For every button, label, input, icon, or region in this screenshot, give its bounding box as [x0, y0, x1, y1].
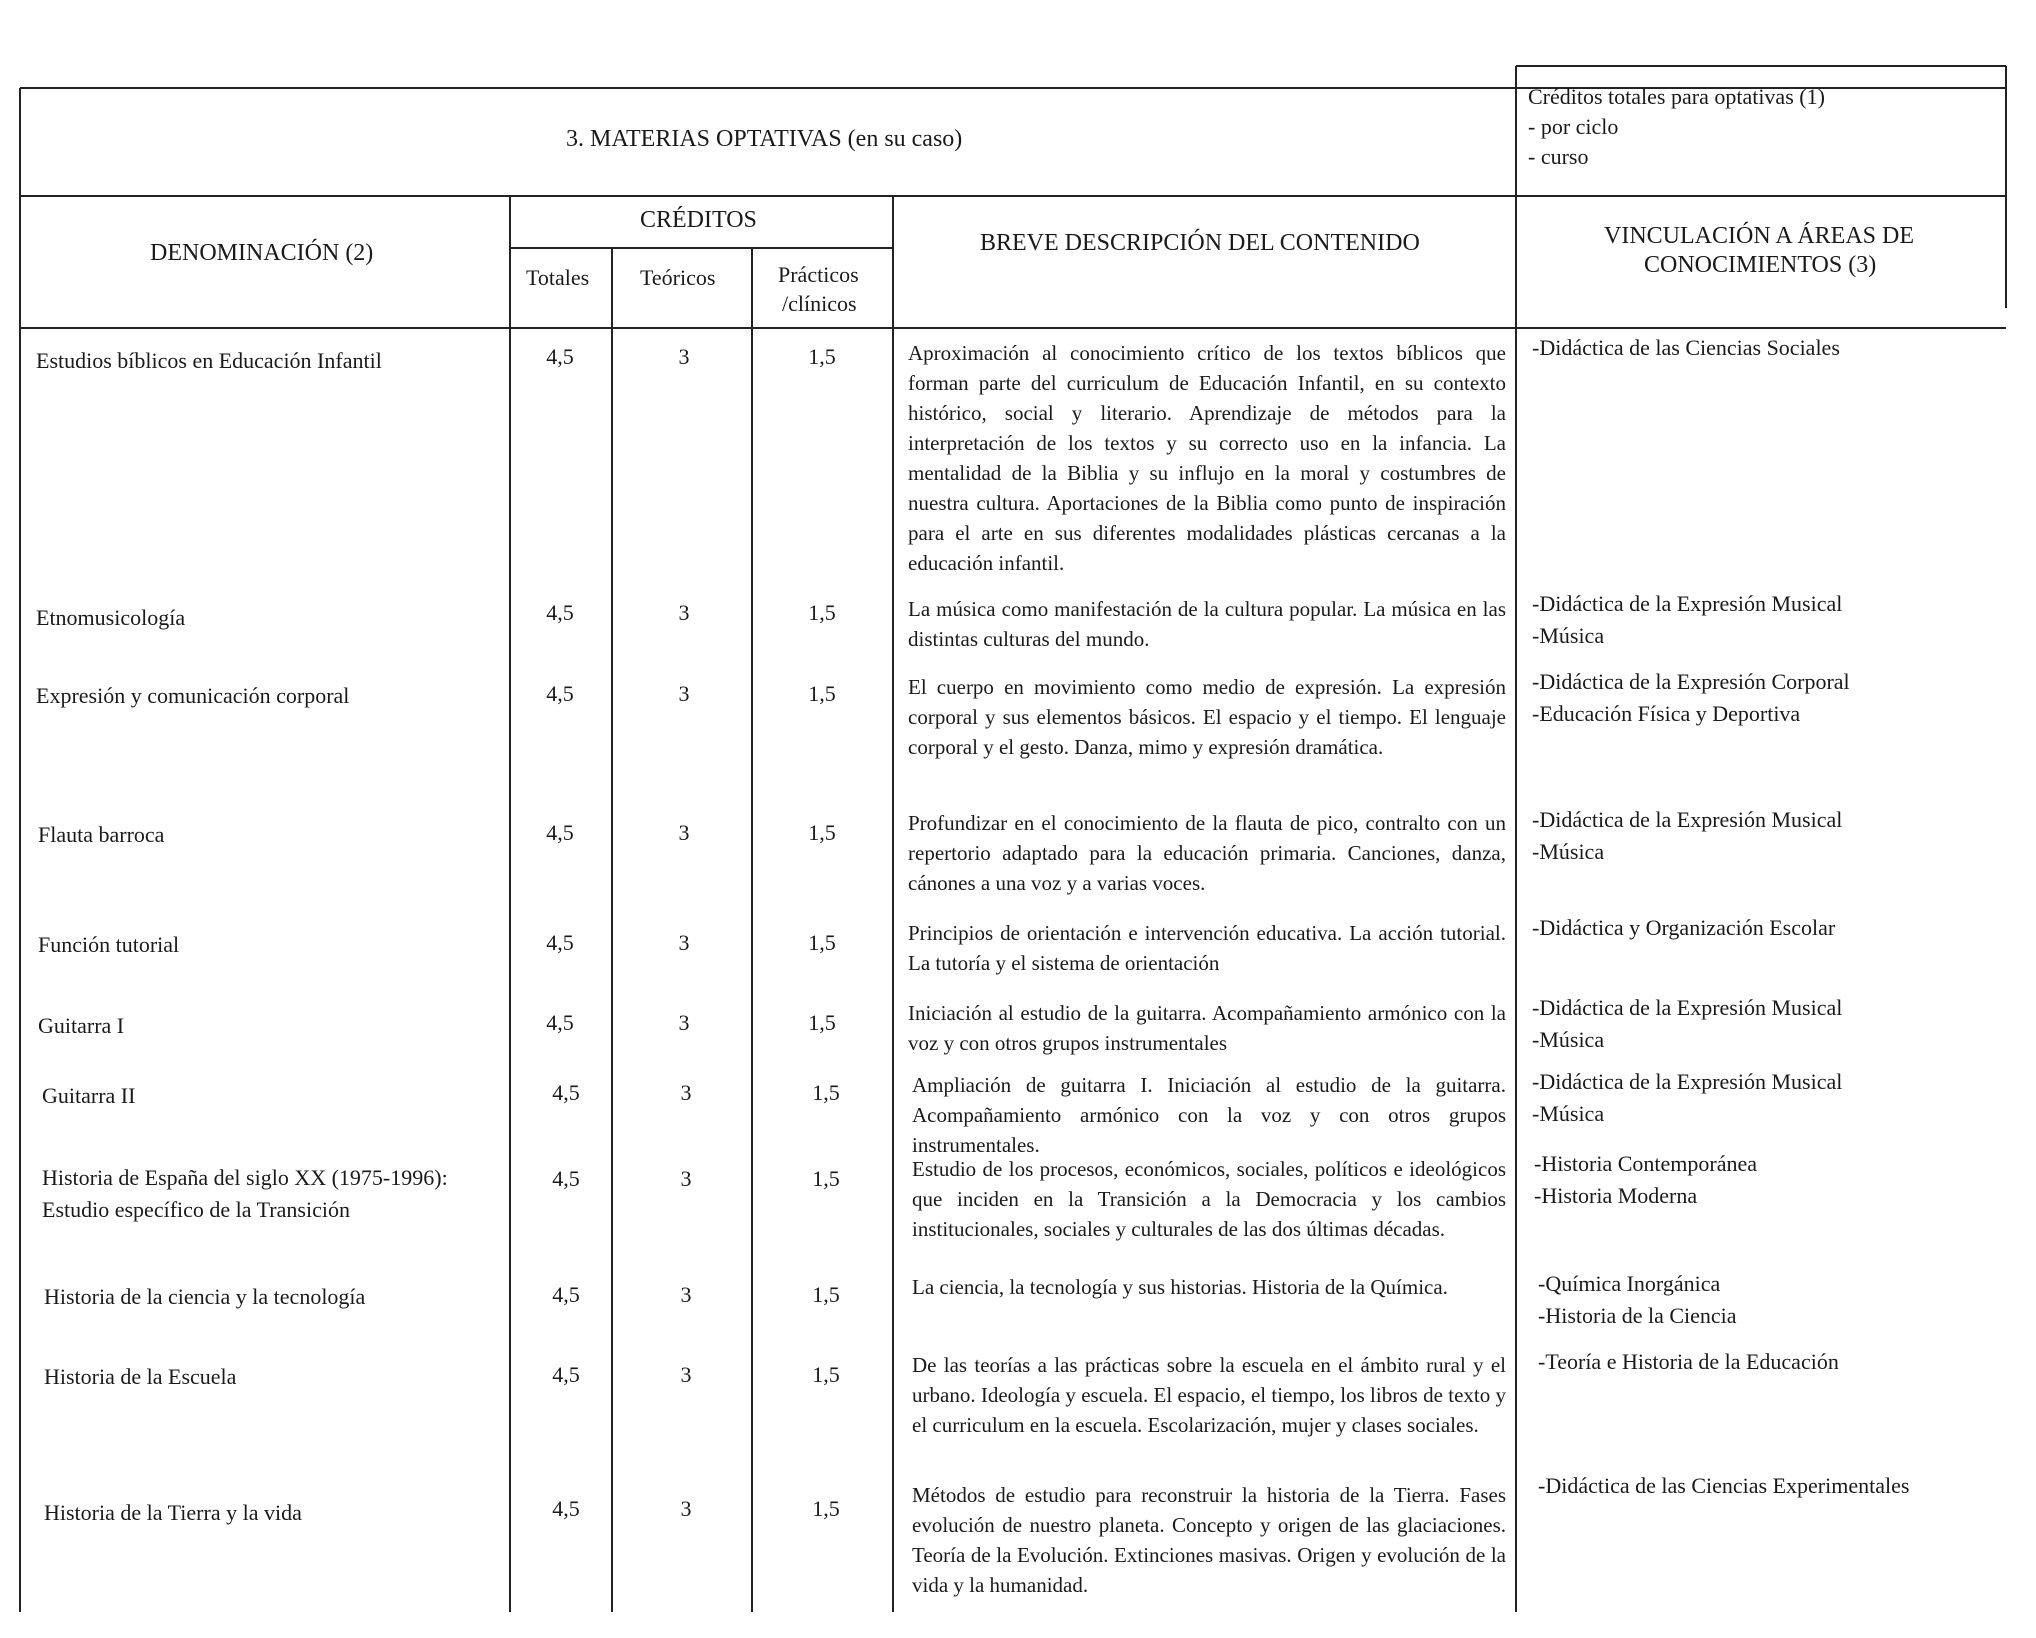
table-row-description: Profundizar en el conocimiento de la flauta de pico, contralto con un repertorio adaptado para la educación primaria. Canciones, danza, cánones a una voz y a varias voces. — [908, 811, 1506, 895]
column-header-practicos-line1: Prácticos — [778, 262, 859, 287]
column-header-teoricos: Teóricos — [640, 265, 716, 290]
table-row-areas: -Didáctica de la Expresión Musical -Música — [1532, 1069, 1843, 1126]
table-row-teoricos: 3 — [678, 344, 690, 369]
table-row-description: Principios de orientación e intervención educativa. La acción tutorial. La tutoría y el sistema de orientación — [908, 921, 1506, 975]
table-row-totales: 4,5 — [546, 930, 574, 955]
table-row-practicos: 1,5 — [808, 344, 836, 369]
table-row-practicos: 1,5 — [808, 600, 836, 625]
section-title: 3. MATERIAS OPTATIVAS (en su caso) — [566, 126, 963, 152]
table-row-areas: -Historia Contemporánea -Historia Moderna — [1534, 1151, 1757, 1208]
table-row-practicos: 1,5 — [812, 1166, 840, 1191]
column-header-vinculacion-line1: VINCULACIÓN A ÁREAS DE — [1604, 223, 1915, 249]
table-row-description: Aproximación al conocimiento crítico de los textos bíblicos que forman parte del curriculum de Educación Infantil, en su contexto histórico, social y literario. Aprendizaje de métodos para la interpretación de los textos y su correcto uso en la infancia. La mentalidad de la Biblia y su influjo en la moral y costumbres de nuestra cultura. Aportaciones de la Biblia como punto de inspiración para el arte en sus diferentes modalidades plásticas cercanas a la educación infantil. — [908, 341, 1506, 575]
table-row-practicos: 1,5 — [812, 1282, 840, 1307]
table-row-teoricos: 3 — [678, 681, 690, 706]
table-row-practicos: 1,5 — [812, 1362, 840, 1387]
table-row-teoricos: 3 — [680, 1362, 692, 1387]
column-header-vinculacion-line2: CONOCIMIENTOS (3) — [1644, 252, 1877, 278]
table-row-description: La ciencia, la tecnología y sus historias. Historia de la Química. — [912, 1275, 1448, 1299]
table-row-name: Estudios bíblicos en Educación Infantil — [36, 348, 382, 373]
table-row-description: Ampliación de guitarra I. Iniciación al estudio de la guitarra. Acompañamiento armónico con la voz y con otros grupos instrumentales. — [912, 1073, 1506, 1157]
table-row-name: Expresión y comunicación corporal — [36, 683, 350, 708]
table-row-areas: -Didáctica y Organización Escolar — [1532, 915, 1836, 940]
table-row-practicos: 1,5 — [808, 930, 836, 955]
column-header-descripcion: BREVE DESCRIPCIÓN DEL CONTENIDO — [980, 230, 1420, 256]
table-row-description: Métodos de estudio para reconstruir la historia de la Tierra. Fases evolución de nuestro planeta. Concepto y origen de las glaciaciones. Teoría de la Evolución. Extinciones masivas. Origen y evolución de la vida y la humanidad. — [912, 1483, 1506, 1597]
table-row-name: Etnomusicología — [36, 605, 186, 630]
table-row-areas: -Didáctica de las Ciencias Sociales — [1532, 335, 1840, 360]
table-row-teoricos: 3 — [678, 930, 690, 955]
table-row-name: Historia de la ciencia y la tecnología — [44, 1284, 366, 1309]
table-row-totales: 4,5 — [552, 1080, 580, 1105]
table-row-areas: -Didáctica de la Expresión Musical -Música — [1532, 591, 1843, 648]
table-row-description: El cuerpo en movimiento como medio de expresión. La expresión corporal y sus elementos básicos. El espacio y el tiempo. El lenguaje corporal y el gesto. Danza, mimo y expresión dramática. — [908, 675, 1506, 759]
table-row-totales: 4,5 — [546, 681, 574, 706]
table-row-teoricos: 3 — [678, 600, 690, 625]
column-header-denominacion: DENOMINACIÓN (2) — [150, 240, 374, 266]
table-row-totales: 4,5 — [546, 820, 574, 845]
table-row-description: Iniciación al estudio de la guitarra. Acompañamiento armónico con la voz y con otros grupos instrumentales — [908, 1001, 1506, 1055]
credits-note-line1: Créditos totales para optativas (1) — [1528, 84, 1825, 109]
table-row-teoricos: 3 — [680, 1166, 692, 1191]
table-row-areas: -Didáctica de las Ciencias Experimentales — [1538, 1473, 1910, 1498]
table-row-name: Historia de España del siglo XX (1975-1996): Estudio específico de la Transición — [42, 1165, 448, 1222]
table-row-description: Estudio de los procesos, económicos, sociales, políticos e ideológicos que inciden en la Transición a la Democracia y los cambios institucionales, sociales y culturales de las dos últimas décadas. — [912, 1157, 1506, 1241]
table-row-totales: 4,5 — [552, 1362, 580, 1387]
table-row-areas: -Didáctica de la Expresión Musical -Música — [1532, 807, 1843, 864]
column-header-practicos-line2: /clínicos — [782, 291, 857, 316]
table-row-teoricos: 3 — [678, 820, 690, 845]
table-row-totales: 4,5 — [546, 600, 574, 625]
table-row-name: Guitarra II — [42, 1083, 136, 1108]
table-row-practicos: 1,5 — [808, 1010, 836, 1035]
table-row-practicos: 1,5 — [808, 820, 836, 845]
table-row-areas: -Teoría e Historia de la Educación — [1538, 1349, 1839, 1374]
table-row-teoricos: 3 — [678, 1010, 690, 1035]
column-header-totales: Totales — [526, 265, 590, 290]
table-row-teoricos: 3 — [680, 1282, 692, 1307]
table-row-description: La música como manifestación de la cultura popular. La música en las distintas culturas del mundo. — [908, 597, 1506, 651]
table-row-totales: 4,5 — [546, 344, 574, 369]
table-row-name: Historia de la Escuela — [44, 1364, 237, 1389]
table-row-areas: -Didáctica de la Expresión Corporal -Educación Física y Deportiva — [1532, 669, 1850, 726]
table-row-name: Flauta barroca — [38, 822, 165, 847]
table-row-totales: 4,5 — [546, 1010, 574, 1035]
column-header-creditos: CRÉDITOS — [640, 207, 757, 233]
table-row-totales: 4,5 — [552, 1282, 580, 1307]
credits-note-line2: - por ciclo — [1528, 114, 1619, 139]
table-row-areas: -Química Inorgánica -Historia de la Ciencia — [1538, 1271, 1737, 1328]
credits-note-line3: - curso — [1528, 144, 1589, 169]
table-row-teoricos: 3 — [680, 1496, 692, 1521]
table-row-areas: -Didáctica de la Expresión Musical -Música — [1532, 995, 1843, 1052]
table-row-description: De las teorías a las prácticas sobre la escuela en el ámbito rural y el urbano. Ideología y escuela. El espacio, el tiempo, los libros de texto y el curriculum en la escuela. Escolarización, mujer y clases sociales. — [912, 1353, 1506, 1437]
table-row-totales: 4,5 — [552, 1496, 580, 1521]
table-row-teoricos: 3 — [680, 1080, 692, 1105]
table-row-practicos: 1,5 — [812, 1080, 840, 1105]
table-row-name: Función tutorial — [38, 932, 180, 957]
table-row-name: Guitarra I — [38, 1013, 125, 1038]
table-row-practicos: 1,5 — [808, 681, 836, 706]
table-row-name: Historia de la Tierra y la vida — [44, 1500, 302, 1525]
table-row-practicos: 1,5 — [812, 1496, 840, 1521]
table-row-totales: 4,5 — [552, 1166, 580, 1191]
